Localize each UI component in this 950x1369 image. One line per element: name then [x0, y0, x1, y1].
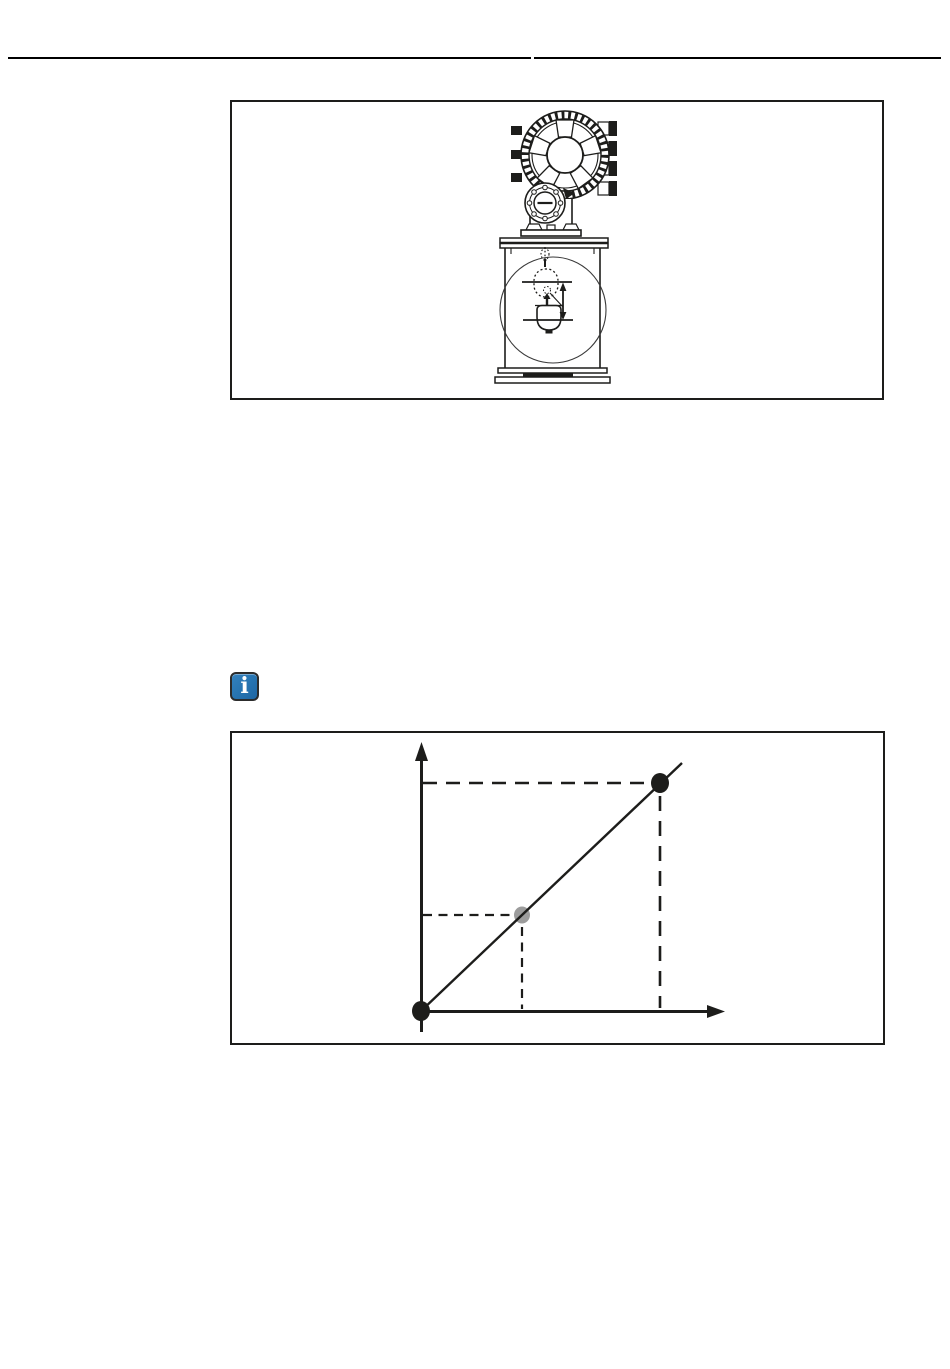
- header-rule-right: [534, 57, 941, 59]
- origin-point: [412, 1001, 430, 1021]
- y-axis-arrowhead: [415, 742, 428, 761]
- info-icon: [230, 672, 259, 701]
- calibration-line: [421, 763, 682, 1011]
- displacer-solid: [537, 306, 561, 331]
- displacer-detail: [522, 247, 573, 334]
- device-drawing: [232, 102, 882, 398]
- drum-flange: [525, 183, 565, 223]
- calibration-graph: [232, 733, 883, 1043]
- upper-point: [651, 773, 669, 793]
- travel-arrow: [560, 283, 567, 321]
- x-axis-arrowhead: [707, 1005, 725, 1018]
- info-icon-glyph: i: [240, 672, 249, 699]
- transmitter-head: [511, 111, 617, 199]
- figure-device-frame: [230, 100, 884, 400]
- header-rule-left: [8, 57, 531, 59]
- displacer-dotted: [534, 269, 558, 297]
- figure-graph-frame: [230, 731, 885, 1045]
